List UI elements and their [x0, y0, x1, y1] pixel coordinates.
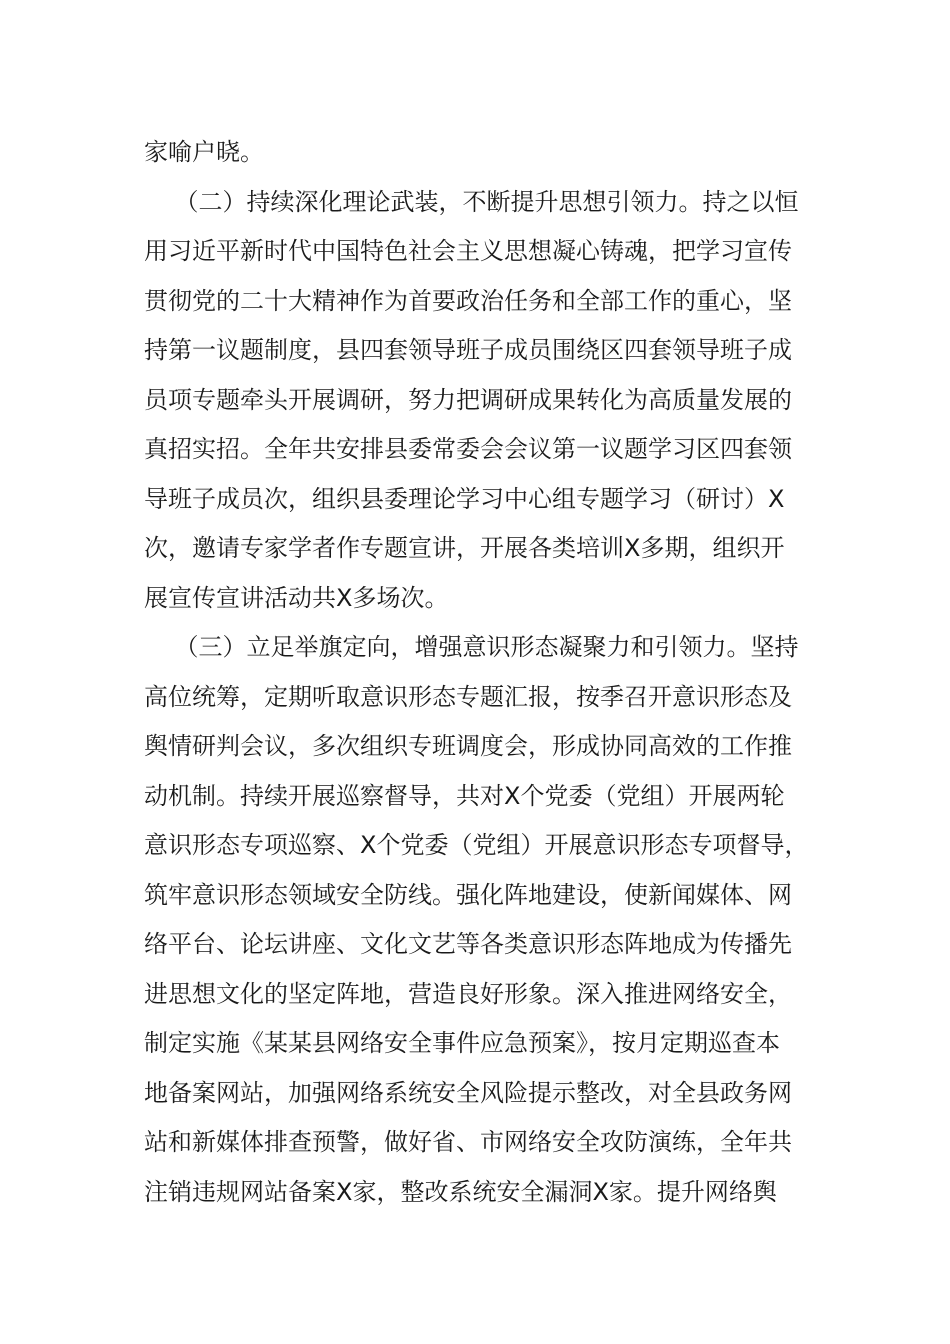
text-line: 导班子成员次，组织县委理论学习中心组专题学习（研讨）X [144, 484, 785, 513]
text-line: 地备案网站，加强网络系统安全风险提示整改，对全县政务网 [144, 1078, 792, 1107]
text-line: 次，邀请专家学者作专题宣讲，开展各类培训X多期，组织开 [144, 534, 785, 562]
text-line: 制定实施《某某县网络安全事件应急预案》，按月定期巡查本 [144, 1029, 780, 1057]
text-line: 展宣传宣讲活动共X多场次。 [144, 583, 449, 612]
text-line: 员项专题牵头开展调研，努力把调研成果转化为高质量发展的 [144, 385, 792, 414]
text-line: 注销违规网站备案X家，整改系统安全漏洞X家。提升网络舆 [144, 1177, 777, 1206]
body-text [144, 128, 824, 1217]
text-line: 动机制。持续开展巡察督导，共对X个党委（党组）开展两轮 [144, 781, 785, 810]
text-line: 意识形态专项巡察、X个党委（党组）开展意识形态专项督导， [144, 831, 809, 859]
text-line: 贯彻党的二十大精神作为首要政治任务和全部工作的重心，坚 [144, 286, 792, 315]
text-line: （二）持续深化理论武装，不断提升思想引领力。持之以恒 [144, 187, 799, 216]
text-line: 持第一议题制度，县四套领导班子成员围绕区四套领导班子成 [144, 336, 792, 364]
text-line: 络平台、论坛讲座、文化文艺等各类意识形态阵地成为传播先 [144, 930, 792, 958]
text-line: 高位统筹，定期听取意识形态专题汇报，按季召开意识形态及 [144, 682, 792, 711]
text-line: 真招实招。全年共安排县委常委会会议第一议题学习区四套领 [144, 435, 792, 463]
text-line: （三）立足举旗定向，增强意识形态凝聚力和引领力。坚持 [144, 633, 799, 661]
text-line: 站和新媒体排查预警，做好省、市网络安全攻防演练，全年共 [144, 1128, 792, 1156]
text-line: 用习近平新时代中国特色社会主义思想凝心铸魂，把学习宣传 [144, 237, 792, 265]
text-line: 舆情研判会议，多次组织专班调度会，形成协同高效的工作推 [144, 732, 792, 760]
text-line: 进思想文化的坚定阵地，营造良好形象。深入推进网络安全， [144, 979, 792, 1008]
text-line: 家喻户晓。 [144, 138, 264, 166]
text-line: 筑牢意识形态领域安全防线。强化阵地建设，使新闻媒体、网 [144, 880, 792, 909]
